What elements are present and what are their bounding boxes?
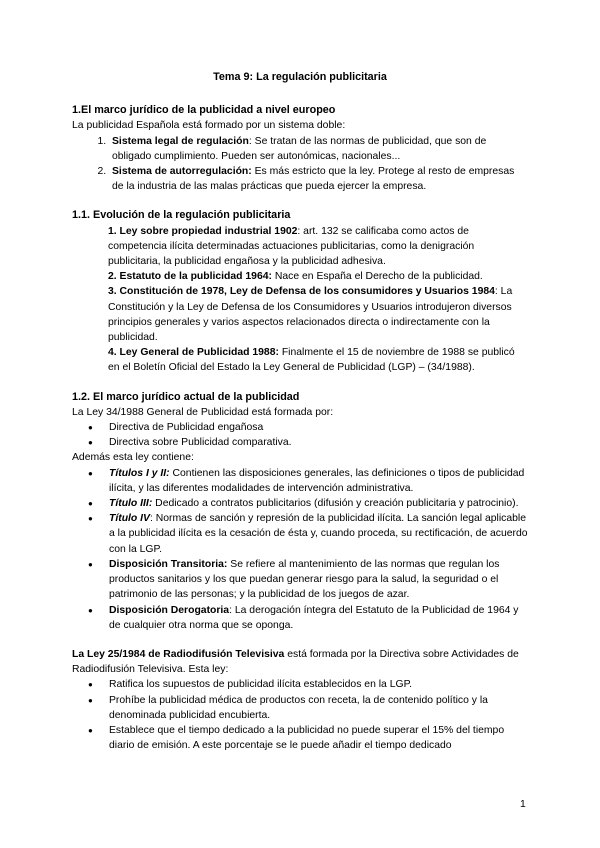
list-item (109, 134, 528, 164)
document-title: Tema 9: La regulación publicitaria (213, 71, 387, 83)
section-1-heading: 1.El marco jurídico de la publicidad a nivel europeo (72, 104, 336, 117)
item-text: Finalmente el 15 de noviembre de 1988 se publicó en el Boletín Oficial del Estado la Ley General de Publicidad (LGP) – (34/1988). (108, 347, 515, 374)
item-text: : Se tratan de las normas de publicidad, que son de obligado cumplimiento. Pueden ser autonómicas, nacionales... (112, 135, 487, 162)
item-text: : Normas de sanción y represión de la publicidad ilícita. La sanción legal aplicable a la publicidad ilícita es la cesación de ésta y, cuando proceda, su rectificación, de acuerdo con la LGP. (109, 513, 528, 555)
radiodifusion-intro (72, 647, 528, 677)
section-1-2 (72, 390, 528, 633)
document-page (72, 70, 528, 767)
list-item (108, 284, 528, 345)
item-text: Dedicado a contratos publicitarios (difusión y creación publicitaria y patrocinio). (152, 498, 519, 510)
list-item: ● Ratifica los supuestos de publicidad ilícita establecidos en la LGP. (109, 677, 528, 692)
list-item: ● Prohíbe la publicidad médica de productos con receta, la de contenido político y la denominada publicidad encubierta. (109, 693, 528, 723)
list-item: ● Directiva sobre Publicidad comparativa. (109, 435, 528, 450)
section-1-2-intro: La Ley 34/1988 General de Publicidad está formada por: (72, 406, 334, 418)
section-1-intro: La publicidad Española está formado por un sistema doble: (72, 120, 346, 132)
item-text: : La Constitución y la Ley de Defensa de los Consumidores y Usuarios introdujeron diversos principios generales y varios aspectos relacionados directa o indirectamente con la publicidad. (108, 286, 513, 344)
law-name: La Ley 25/1984 de Radiodifusión Televisiva (72, 648, 285, 660)
section-1-2-intro-2: Además esta ley contiene: (72, 452, 194, 464)
item-label: Disposición Derogatoria (109, 604, 230, 616)
item-label: Sistema legal de regulación (112, 135, 249, 147)
list-item (108, 345, 528, 375)
item-label: 4. Ley General de Publicidad 1988: (108, 347, 279, 359)
item-label: 3. Constitución de 1978, Ley de Defensa de los consumidores y Usuarios 1984 (108, 286, 495, 298)
item-label: Título III: (109, 498, 153, 510)
item-label: 2. Estatuto de la publicidad 1964: (108, 271, 272, 283)
section-1-2-heading: 1.2. El marco jurídico actual de la publicidad (72, 390, 300, 403)
radiodifusion-list (72, 677, 528, 753)
item-text: Es más estricto que la ley. Protege al resto de empresas de la industria de las malas prácticas que pueda ejercer la empresa. (112, 166, 515, 193)
list-item (109, 511, 528, 557)
list-item: ● Establece que el tiempo dedicado a la publicidad no puede superar el 15% del tiempo diario de emisión. A este porcentaje se le puede añadir el tiempo dedicado (109, 723, 528, 753)
section-radiodifusion (72, 647, 528, 753)
item-text: Se refiere al mantenimiento de las normas que regulan los productos sanitarios y los que puedan generar riesgo para la salud, la seguridad o el patrimonio de las personas; y la publicidad de los juegos de azar. (109, 558, 500, 601)
list-item (109, 164, 528, 194)
item-label: Disposición Transitoria: (109, 558, 228, 570)
list-item (109, 557, 528, 603)
item-text: : La derogación íntegra del Estatuto de la Publicidad de 1964 y de cualquier otra norma que se oponga. (109, 604, 519, 631)
evolution-list (72, 224, 528, 376)
item-label: 1. Ley sobre propiedad industrial 1902 (108, 225, 298, 237)
list-item (108, 269, 528, 284)
intro-text: está formada por la Directiva sobre Actividades de Radiodifusión Televisiva. Esta ley: (72, 648, 519, 676)
list-item: ● Directiva de Publicidad engañosa (109, 420, 528, 435)
page-number: 1 (520, 799, 526, 810)
section-1-list (72, 134, 528, 195)
section-1 (72, 103, 528, 194)
item-label: Título IV (109, 513, 150, 525)
item-text: : art. 132 se calificaba como actos de competencia ilícita determinadas actuaciones publicitarias, como la denigración publicitaria, la publicidad engañosa y la publicidad adhesiva. (108, 225, 475, 268)
list-item (108, 224, 528, 270)
section-1-1 (72, 208, 528, 375)
item-text: Nace en España el Derecho de la publicidad. (271, 271, 483, 283)
list-item (109, 603, 528, 633)
directives-list (72, 420, 528, 450)
item-label: Sistema de autorregulación: (112, 166, 252, 178)
contents-list (72, 466, 528, 633)
section-1-1-heading: 1.1. Evolución de la regulación publicitaria (72, 209, 291, 222)
item-text: Contienen las disposiciones generales, las definiciones o tipos de publicidad ilícita, y las diferentes modalidades de intervención administrativa. (109, 467, 525, 494)
list-item (109, 466, 528, 496)
item-label: Títulos I y II: (109, 467, 170, 479)
list-item (109, 496, 528, 511)
